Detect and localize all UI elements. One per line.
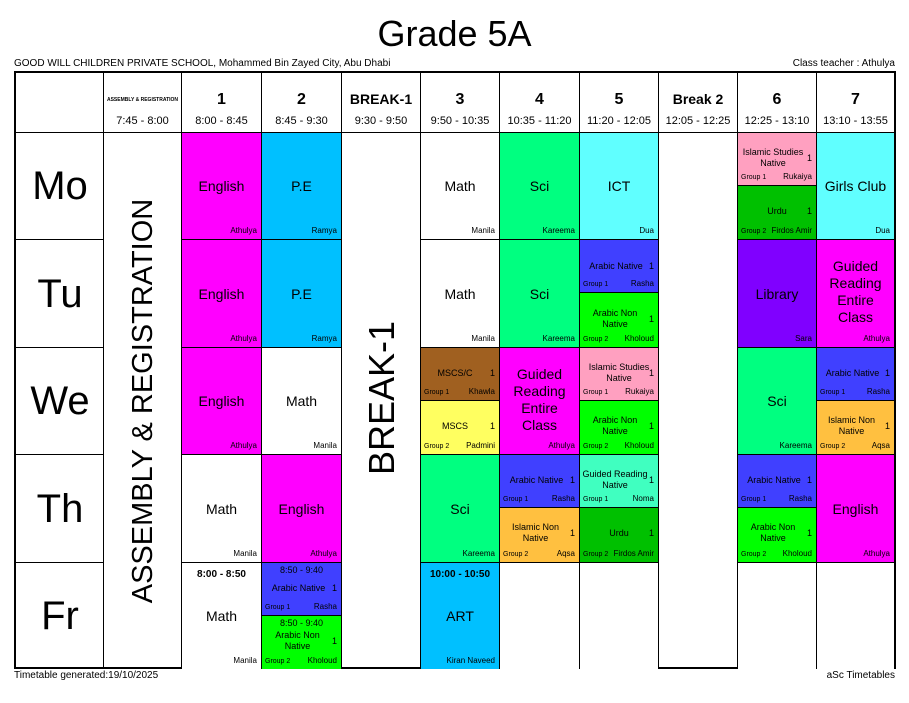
lesson-teacher: Rasha xyxy=(866,387,890,396)
lesson-subject: Islamic Non Native xyxy=(511,522,559,543)
lesson-th-6-group-2[interactable] xyxy=(738,508,817,563)
lesson-teacher: Firdos Amir xyxy=(613,549,654,558)
lesson-subject: English xyxy=(278,501,325,517)
group-count: 1 xyxy=(648,475,654,485)
lesson-subject: ART xyxy=(446,608,474,624)
lesson-subject: Sci xyxy=(767,393,787,409)
lesson-subject: English xyxy=(198,286,245,302)
lesson-time: 8:50 - 9:40 xyxy=(279,618,324,628)
lesson-mo-1[interactable] xyxy=(182,133,262,240)
lesson-tu-7[interactable] xyxy=(817,240,894,348)
lesson-teacher: Kiran Naveed xyxy=(446,656,495,665)
group-count: 1 xyxy=(806,528,812,538)
header-time: 7:45 - 8:00 xyxy=(116,115,169,127)
header-break-2 xyxy=(659,73,738,133)
lesson-teacher: Rukaiya xyxy=(625,387,654,396)
lesson-tu-2[interactable] xyxy=(262,240,342,348)
group-count: 1 xyxy=(806,153,812,163)
group-label: Group 1 xyxy=(741,174,767,181)
lesson-fr-7-empty xyxy=(817,563,894,669)
header-time: 12:05 - 12:25 xyxy=(665,115,731,127)
lesson-subject: Sci xyxy=(529,286,550,302)
lesson-teacher: Manila xyxy=(233,549,257,558)
lesson-th-3[interactable] xyxy=(421,455,500,563)
group-count: 1 xyxy=(648,528,654,538)
header-label: 1 xyxy=(217,91,226,108)
lesson-subject: Girls Club xyxy=(824,178,887,194)
lesson-mo-6-group-1[interactable] xyxy=(738,133,817,186)
timetable-grid xyxy=(14,71,896,669)
lesson-teacher: Kholoud xyxy=(624,441,654,450)
header-period-6 xyxy=(738,73,817,133)
lesson-we-5-group-1[interactable] xyxy=(580,348,659,401)
lesson-subject: P.E xyxy=(291,286,312,302)
group-count: 1 xyxy=(806,475,812,485)
assembly-column xyxy=(104,133,182,669)
header-label: 6 xyxy=(772,91,782,108)
lesson-we-4[interactable] xyxy=(500,348,580,455)
lesson-subject: Math xyxy=(444,178,476,194)
lesson-subject: MSCS/C xyxy=(437,368,473,378)
group-count: 1 xyxy=(884,368,890,378)
lesson-th-7[interactable] xyxy=(817,455,894,563)
brand-footer: aSc Timetables xyxy=(826,670,895,681)
lesson-we-7-group-2[interactable] xyxy=(817,401,894,455)
lesson-we-1[interactable] xyxy=(182,348,262,455)
lesson-teacher: Padmini xyxy=(466,441,495,450)
header-period-4 xyxy=(500,73,580,133)
header-time: 8:45 - 9:30 xyxy=(275,115,328,127)
lesson-subject: Urdu xyxy=(609,528,629,538)
class-teacher: Class teacher : Athulya xyxy=(792,58,895,69)
lesson-teacher: Athulya xyxy=(310,549,337,558)
lesson-fr-2-group-2[interactable] xyxy=(262,616,342,669)
lesson-teacher: Kholoud xyxy=(624,334,654,343)
lesson-subject: Library xyxy=(755,286,799,302)
lesson-we-5-group-2[interactable] xyxy=(580,401,659,455)
day-fr: Fr xyxy=(41,594,79,638)
header-time: 13:10 - 13:55 xyxy=(823,115,888,127)
group-count: 1 xyxy=(648,421,654,431)
lesson-teacher: Kholoud xyxy=(782,549,812,558)
group-label: Group 1 xyxy=(583,281,609,288)
lesson-teacher: Athulya xyxy=(230,441,257,450)
lesson-teacher: Manila xyxy=(313,441,337,450)
lesson-we-3-group-2[interactable] xyxy=(421,401,500,455)
break-1-label: BREAK-1 xyxy=(361,320,402,476)
lesson-tu-3[interactable] xyxy=(421,240,500,348)
day-mo: Mo xyxy=(16,133,104,240)
group-label: Group 1 xyxy=(424,389,450,396)
lesson-tu-5-group-1[interactable] xyxy=(580,240,659,293)
lesson-subject: English xyxy=(832,501,879,517)
lesson-teacher: Aqsa xyxy=(556,549,575,558)
lesson-teacher: Dua xyxy=(875,226,890,235)
day-tu: Tu xyxy=(16,240,104,348)
assembly-label: ASSEMBLY & REGISTRATION xyxy=(127,198,159,604)
lesson-we-7-group-1[interactable] xyxy=(817,348,894,401)
day-we: We xyxy=(16,348,104,455)
lesson-subject: Arabic Native xyxy=(509,475,564,485)
lesson-subject: English xyxy=(198,393,245,409)
lesson-teacher: Rasha xyxy=(551,494,575,503)
header-label: 2 xyxy=(297,91,306,108)
lesson-subject: Guided Reading Native xyxy=(582,469,648,490)
lesson-subject: ICT xyxy=(607,178,631,194)
lesson-teacher: Kholoud xyxy=(307,656,337,665)
lesson-subject: Arabic Non Native xyxy=(750,522,796,543)
group-label: Group 2 xyxy=(265,658,291,665)
group-label: Group 1 xyxy=(583,389,609,396)
lesson-th-4-group-2[interactable] xyxy=(500,508,580,563)
lesson-subject: Sci xyxy=(529,178,550,194)
lesson-teacher: Rasha xyxy=(630,279,654,288)
header-time: 12:25 - 13:10 xyxy=(744,115,810,127)
group-count: 1 xyxy=(489,421,495,431)
lesson-time: 8:50 - 9:40 xyxy=(279,565,324,575)
header-label: Break 2 xyxy=(672,91,724,107)
lesson-fr-1[interactable] xyxy=(182,563,262,669)
lesson-teacher: Athulya xyxy=(863,334,890,343)
lesson-fr-2-group-1[interactable] xyxy=(262,563,342,616)
header-time: 9:50 - 10:35 xyxy=(430,115,490,127)
header-label: 4 xyxy=(535,91,544,108)
lesson-teacher: Firdos Amir xyxy=(771,226,812,235)
lesson-teacher: Sara xyxy=(795,334,812,343)
group-label: Group 1 xyxy=(820,389,846,396)
lesson-mo-5[interactable] xyxy=(580,133,659,240)
lesson-subject: Sci xyxy=(450,501,470,517)
lesson-th-1[interactable] xyxy=(182,455,262,563)
lesson-th-2[interactable] xyxy=(262,455,342,563)
lesson-teacher: Rasha xyxy=(313,602,337,611)
lesson-teacher: Kareema xyxy=(542,226,575,235)
header-label: 3 xyxy=(455,91,465,108)
lesson-th-5-group-1[interactable] xyxy=(580,455,659,508)
header-time: 11:20 - 12:05 xyxy=(586,115,651,127)
header-period-5 xyxy=(580,73,659,133)
break-2-column xyxy=(659,133,738,669)
group-label: Group 1 xyxy=(265,604,291,611)
group-label: Group 1 xyxy=(741,496,767,503)
group-count: 1 xyxy=(569,475,575,485)
lesson-teacher: Athulya xyxy=(230,226,257,235)
lesson-we-6[interactable] xyxy=(738,348,817,455)
header-period-1 xyxy=(182,73,262,133)
lesson-subject: Arabic Native xyxy=(271,583,326,593)
lesson-we-2[interactable] xyxy=(262,348,342,455)
lesson-teacher: Manila xyxy=(233,656,257,665)
group-count: 1 xyxy=(331,583,337,593)
lesson-subject: Arabic Native xyxy=(747,475,801,485)
lesson-teacher: Kareema xyxy=(462,549,495,558)
lesson-teacher: Rukaiya xyxy=(783,172,812,181)
lesson-subject: Guided Reading Entire Class xyxy=(513,366,566,433)
lesson-time: 8:00 - 8:50 xyxy=(197,569,246,580)
lesson-subject: Arabic Native xyxy=(589,261,643,271)
group-label: Group 2 xyxy=(741,551,767,558)
header-period-7 xyxy=(817,73,894,133)
group-label: Group 2 xyxy=(583,443,609,450)
lesson-teacher: Manila xyxy=(471,334,495,343)
header-period-2 xyxy=(262,73,342,133)
lesson-subject: Math xyxy=(205,608,238,624)
lesson-th-5-group-2[interactable] xyxy=(580,508,659,563)
header-assembly xyxy=(104,73,182,133)
lesson-subject: MSCS xyxy=(441,421,468,431)
lesson-teacher: Dua xyxy=(639,226,654,235)
lesson-mo-3[interactable] xyxy=(421,133,500,240)
group-count: 1 xyxy=(884,421,890,431)
lesson-tu-6[interactable] xyxy=(738,240,817,348)
lesson-fr-5-empty xyxy=(580,563,659,669)
header-label: 5 xyxy=(614,91,624,108)
lesson-teacher: Noma xyxy=(632,494,654,503)
lesson-th-6-group-1[interactable] xyxy=(738,455,817,508)
break-1-column xyxy=(342,133,421,669)
header-time: 9:30 - 9:50 xyxy=(354,115,408,127)
lesson-subject: Math xyxy=(444,286,476,302)
lesson-subject: Arabic Non Native xyxy=(275,630,320,651)
group-count: 1 xyxy=(489,368,495,378)
header-break-1 xyxy=(342,73,421,133)
group-label: Group 2 xyxy=(424,443,450,450)
group-count: 1 xyxy=(648,314,654,324)
lesson-teacher: Athulya xyxy=(863,549,890,558)
lesson-subject: Arabic Non Native xyxy=(592,308,638,329)
lesson-subject: Islamic Studies Native xyxy=(588,362,650,383)
header-period-3 xyxy=(421,73,500,133)
header-corner xyxy=(16,73,104,133)
lesson-we-3-group-1[interactable] xyxy=(421,348,500,401)
group-label: Group 1 xyxy=(583,496,609,503)
group-label: Group 2 xyxy=(503,551,529,558)
lesson-teacher: Ramya xyxy=(311,226,337,235)
lesson-mo-4[interactable] xyxy=(500,133,580,240)
lesson-fr-6-empty xyxy=(738,563,817,669)
lesson-teacher: Kareema xyxy=(542,334,575,343)
lesson-subject: English xyxy=(198,178,245,194)
generated-date: Timetable generated:19/10/2025 xyxy=(14,670,159,681)
group-label: Group 2 xyxy=(583,336,609,343)
header-assembly-label: ASSEMBLY & REGISTRATION xyxy=(106,97,179,103)
group-count: 1 xyxy=(806,206,812,216)
lesson-teacher: Athulya xyxy=(230,334,257,343)
group-count: 1 xyxy=(648,261,654,271)
lesson-subject: Islamic Non Native xyxy=(827,415,875,436)
lesson-tu-5-group-2[interactable] xyxy=(580,293,659,348)
lesson-teacher: Kareema xyxy=(779,441,812,450)
lesson-subject: Arabic Non Native xyxy=(592,415,638,436)
lesson-th-4-group-1[interactable] xyxy=(500,455,580,508)
school-name: GOOD WILL CHILDREN PRIVATE SCHOOL, Mohammed Bin Zayed City, Abu Dhabi xyxy=(14,58,391,69)
lesson-mo-2[interactable] xyxy=(262,133,342,240)
lesson-subject: Math xyxy=(205,501,238,517)
lesson-mo-7[interactable] xyxy=(817,133,894,240)
page-title: Grade 5A xyxy=(377,13,532,54)
day-th: Th xyxy=(16,455,104,563)
lesson-tu-4[interactable] xyxy=(500,240,580,348)
header-time: 8:00 - 8:45 xyxy=(195,115,248,127)
lesson-subject: P.E xyxy=(291,178,312,194)
lesson-teacher: Ramya xyxy=(311,334,337,343)
header-label: BREAK-1 xyxy=(349,91,413,107)
lesson-fr-3[interactable] xyxy=(421,563,500,669)
lesson-subject: Islamic Studies Native xyxy=(742,147,804,168)
lesson-teacher: Aqsa xyxy=(871,441,890,450)
lesson-time: 10:00 - 10:50 xyxy=(429,569,491,580)
lesson-subject: Urdu xyxy=(767,206,787,216)
lesson-teacher: Khawla xyxy=(468,387,495,396)
group-count: 1 xyxy=(648,368,654,378)
lesson-teacher: Manila xyxy=(471,226,495,235)
lesson-subject: Math xyxy=(285,393,318,409)
header-time: 10:35 - 11:20 xyxy=(507,115,572,127)
group-count: 1 xyxy=(331,636,337,646)
header-label: 7 xyxy=(851,91,860,108)
lesson-fr-4-empty xyxy=(500,563,580,669)
lesson-mo-6-group-2[interactable] xyxy=(738,186,817,240)
group-count: 1 xyxy=(569,528,575,538)
group-label: Group 2 xyxy=(820,443,846,450)
lesson-teacher: Rasha xyxy=(788,494,812,503)
lesson-subject: Arabic Native xyxy=(825,368,880,378)
lesson-tu-1[interactable] xyxy=(182,240,262,348)
lesson-subject: Guided Reading Entire Class xyxy=(829,258,882,325)
group-label: Group 2 xyxy=(583,551,609,558)
group-label: Group 2 xyxy=(741,228,767,235)
group-label: Group 1 xyxy=(503,496,529,503)
lesson-teacher: Athulya xyxy=(548,441,575,450)
